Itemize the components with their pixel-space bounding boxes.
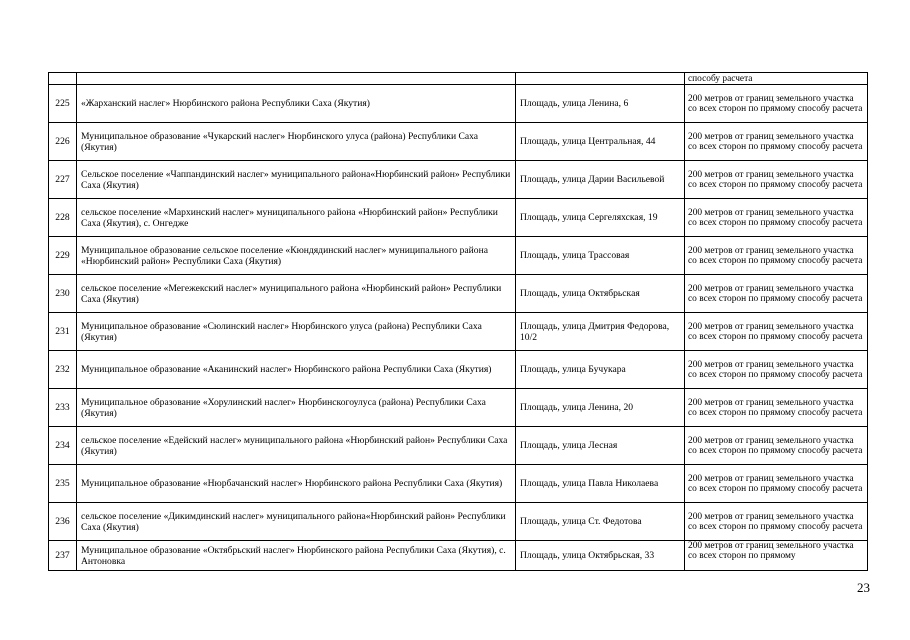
address-cell: Площадь, улица Ст. Федотова (516, 503, 685, 541)
table-row (49, 161, 868, 199)
table-row (49, 199, 868, 237)
address-cell: Площадь, улица Павла Николаева (516, 465, 685, 503)
distance-cell: 200 метров от границ земельного участка со всех сторон по прямому способу расчета (685, 389, 868, 427)
table-row (49, 237, 868, 275)
municipality-cell: сельское поселение «Едейский наслег» муниципального района «Нюрбинский район» Республики Саха (Якутия) (77, 427, 516, 465)
distance-cell: 200 метров от границ земельного участка со всех сторон по прямому способу расчета (685, 161, 868, 199)
distance-cell: 200 метров от границ земельного участка со всех сторон по прямому способу расчета (685, 199, 868, 237)
municipality-cell: сельское поселение «Мегежекский наслег» муниципального района «Нюрбинский район» Республики Саха (Якутия) (77, 275, 516, 313)
address-cell: Площадь, улица Трассовая (516, 237, 685, 275)
row-number-cell: 226 (49, 123, 77, 161)
row-number-cell: 236 (49, 503, 77, 541)
row-number-cell: 234 (49, 427, 77, 465)
row-number-cell: 233 (49, 389, 77, 427)
address-cell: Площадь, улица Дарии Васильевой (516, 161, 685, 199)
row-number-cell: 225 (49, 85, 77, 123)
row-number-cell (49, 73, 77, 85)
row-number-cell: 228 (49, 199, 77, 237)
table-row (49, 427, 868, 465)
address-cell (516, 73, 685, 85)
distance-cell: 200 метров от границ земельного участка со всех сторон по прямому способу расчета (685, 85, 868, 123)
table-row (49, 275, 868, 313)
table-row (49, 389, 868, 427)
row-number-cell: 232 (49, 351, 77, 389)
table-row (49, 465, 868, 503)
municipality-cell: Муниципальное образование «Чукарский наслег» Нюрбинского улуса (района) Республики Саха (Якутия) (77, 123, 516, 161)
row-number-cell: 231 (49, 313, 77, 351)
municipality-cell: «Жарханский наслег» Нюрбинского района Республики Саха (Якутия) (77, 85, 516, 123)
address-cell: Площадь, улица Октябрьская (516, 275, 685, 313)
address-cell: Площадь, улица Центральная, 44 (516, 123, 685, 161)
distance-cell: 200 метров от границ земельного участка со всех сторон по прямому способу расчета (685, 503, 868, 541)
municipality-cell: Муниципальное образование «Нюрбачанский наслег» Нюрбинского района Республики Саха (Якутия) (77, 465, 516, 503)
table-row (49, 313, 868, 351)
municipality-cell: Муниципальное образование «Хорулинский наслег» Нюрбинскогоулуса (района) Республики Саха (Якутия) (77, 389, 516, 427)
distance-cell: 200 метров от границ земельного участка со всех сторон по прямому способу расчета (685, 465, 868, 503)
table-row (49, 85, 868, 123)
municipality-cell: Муниципальное образование сельское поселение «Кюндядинский наслег» муниципального района «Нюрбинский район» Республики Саха (Якутия) (77, 237, 516, 275)
table-row (49, 123, 868, 161)
row-number-cell: 229 (49, 237, 77, 275)
row-number-cell: 227 (49, 161, 77, 199)
address-cell: Площадь, улица Ленина, 6 (516, 85, 685, 123)
table-row (49, 503, 868, 541)
address-cell: Площадь, улица Октябрьская, 33 (516, 541, 685, 571)
distance-cell: 200 метров от границ земельного участка со всех сторон по прямому способу расчета (685, 313, 868, 351)
table-row (49, 541, 868, 571)
municipality-cell: сельское поселение «Дикимдинский наслег» муниципального района«Нюрбинский район» Республики Саха (Якутия) (77, 503, 516, 541)
address-cell: Площадь, улица Сергеляхская, 19 (516, 199, 685, 237)
row-number-cell: 237 (49, 541, 77, 571)
address-cell: Площадь, улица Бучукара (516, 351, 685, 389)
page-number: 23 (857, 580, 870, 595)
municipality-cell (77, 73, 516, 85)
municipality-cell: сельское поселение «Мархинский наслег» муниципального района «Нюрбинский район» Республики Саха (Якутия), с. Онгедже (77, 199, 516, 237)
table-body (49, 73, 868, 571)
row-number-cell: 235 (49, 465, 77, 503)
distance-cell: 200 метров от границ земельного участка со всех сторон по прямому (685, 541, 868, 571)
distance-cell: 200 метров от границ земельного участка со всех сторон по прямому способу расчета (685, 275, 868, 313)
table-row (49, 351, 868, 389)
distance-cell: 200 метров от границ земельного участка со всех сторон по прямому способу расчета (685, 123, 868, 161)
municipality-cell: Сельское поселение «Чаппандинский наслег» муниципального района«Нюрбинский район» Республики Саха (Якутия) (77, 161, 516, 199)
address-cell: Площадь, улица Ленина, 20 (516, 389, 685, 427)
municipality-cell: Муниципальное образование «Октябрьский наслег» Нюрбинского района Республики Саха (Якутия), с. Антоновка (77, 541, 516, 571)
distance-cell: способу расчета (685, 73, 868, 85)
distance-cell: 200 метров от границ земельного участка со всех сторон по прямому способу расчета (685, 427, 868, 465)
address-cell: Площадь, улица Дмитрия Федорова, 10/2 (516, 313, 685, 351)
distance-cell: 200 метров от границ земельного участка со всех сторон по прямому способу расчета (685, 237, 868, 275)
municipality-cell: Муниципальное образование «Аканинский наслег» Нюрбинского района Республики Саха (Якутия) (77, 351, 516, 389)
municipality-cell: Муниципальное образование «Сюлинский наслег» Нюрбинского улуса (района) Республики Саха (Якутия) (77, 313, 516, 351)
locations-table (48, 72, 868, 571)
table-row (49, 73, 868, 85)
address-cell: Площадь, улица Лесная (516, 427, 685, 465)
distance-cell: 200 метров от границ земельного участка со всех сторон по прямому способу расчета (685, 351, 868, 389)
row-number-cell: 230 (49, 275, 77, 313)
